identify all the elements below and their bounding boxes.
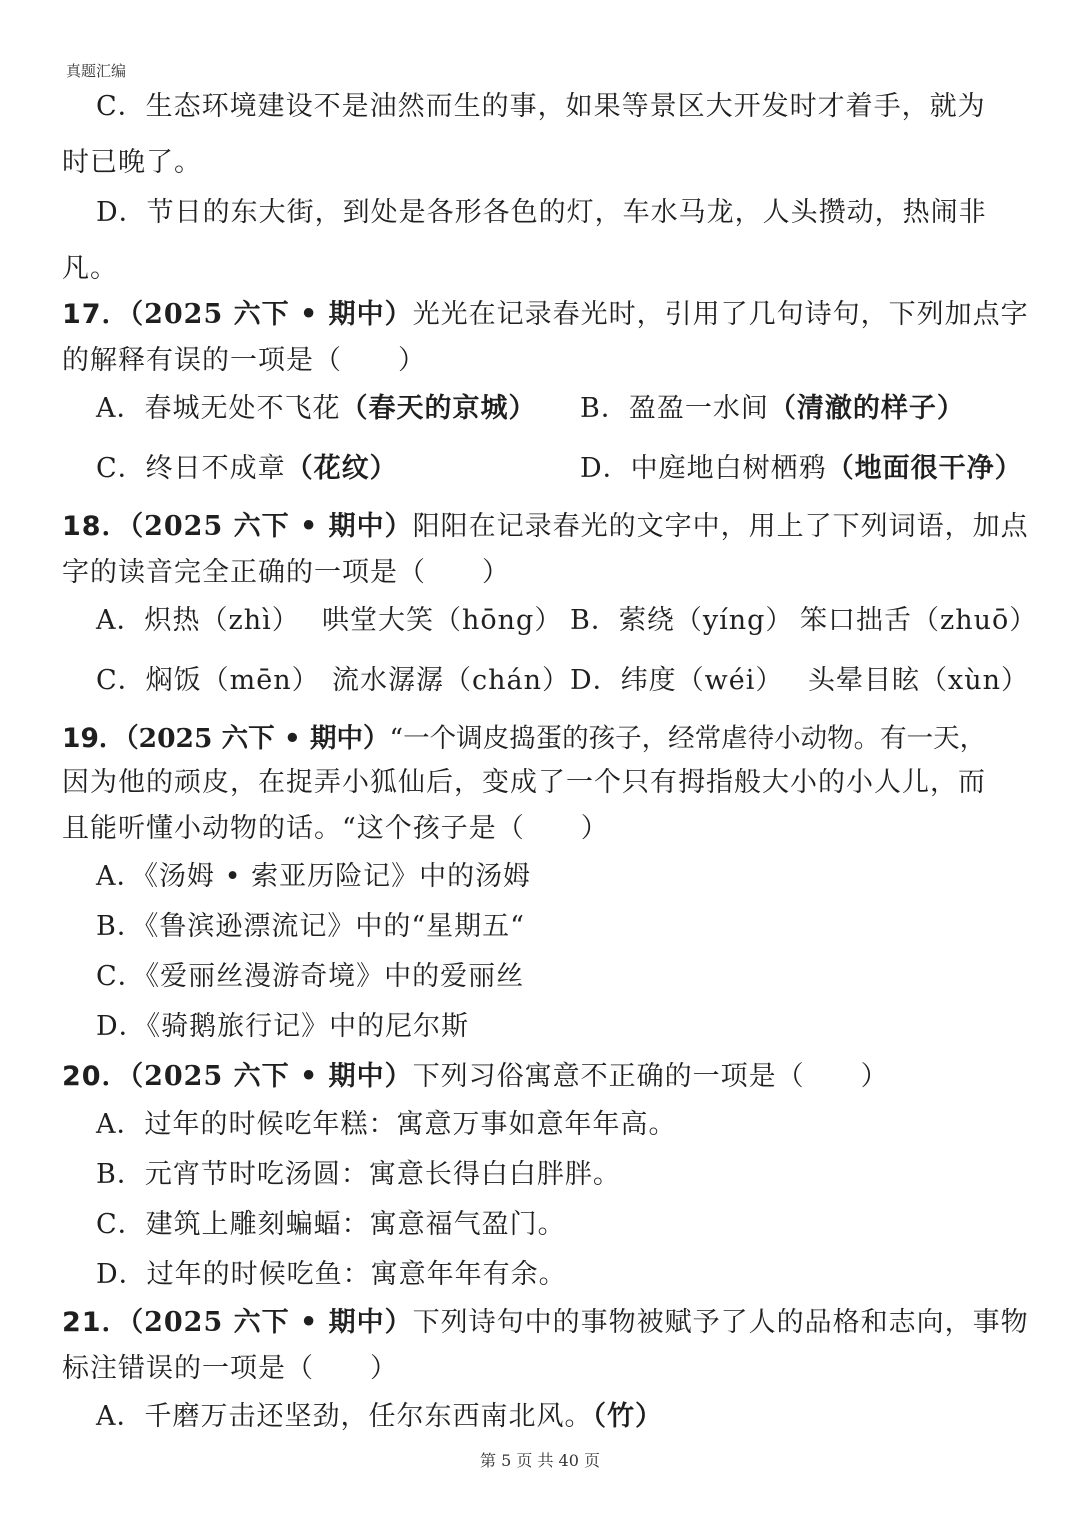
option-label: A．	[96, 393, 145, 424]
page-footer: 第 5 页 共 40 页	[480, 1451, 600, 1470]
source-tag: （2025 六下 • 期中）	[129, 299, 413, 330]
q18-option-a1: A．炽热（zhì）	[96, 605, 300, 636]
q16-option-d-line1: D．节日的东大街，到处是各形各色的灯，车水马龙，人头攒动，热闹非	[96, 197, 987, 228]
q20-option-c: C．建筑上雕刻蝙蝠：寓意福气盈门。	[96, 1209, 566, 1240]
option-label: D．	[580, 453, 631, 484]
option-text: 终日不成章	[145, 453, 286, 484]
option-text: 盈盈一水间	[628, 393, 769, 424]
stem-text: 下列习俗寓意不正确的一项是（ ）	[412, 1061, 889, 1092]
q20-option-d: D．过年的时候吃鱼：寓意年年有余。	[96, 1259, 567, 1290]
q18-option-d1: D．纬度（wéi）	[570, 665, 784, 696]
source-tag: （2025 六下 • 期中）	[129, 1061, 413, 1092]
option-note: （地面很干净）	[826, 453, 1023, 484]
q17-option-d	[580, 452, 1023, 486]
option-label: B．	[580, 393, 629, 424]
q19-stem-line2: 因为他的顽皮，在捉弄小狐仙后，变成了一个只有拇指般大小的小人儿，而	[62, 767, 986, 798]
q19-stem-line3: 且能听懂小动物的话。“这个孩子是（ ）	[62, 813, 609, 844]
question-number: 20．	[62, 1061, 130, 1092]
source-tag: （2025 六下 • 期中）	[125, 723, 390, 754]
q18-option-b2: 笨口拙舌（zhuō）	[800, 605, 1038, 636]
source-tag: （2025 六下 • 期中）	[129, 1307, 413, 1338]
option-text: 中庭地白树栖鸦	[630, 453, 827, 484]
stem-text: 光光在记录春光时，引用了几句诗句，下列加点字	[412, 299, 1029, 330]
q16-option-c-line2: 时已晚了。	[62, 147, 202, 178]
q17-stem-line1	[62, 298, 1029, 332]
source-tag: （2025 六下 • 期中）	[129, 511, 413, 542]
option-text: 春城无处不飞花	[144, 393, 341, 424]
q18-option-b1: B．萦绕（yíng）	[570, 605, 794, 636]
option-label: C．	[96, 453, 146, 484]
stem-text: 阳阳在记录春光的文字中，用上了下列词语，加点	[412, 511, 1029, 542]
option-text: A．千磨万击还坚劲，任尔东西南北风。	[96, 1401, 593, 1432]
q19-stem-line1	[62, 722, 986, 756]
option-note: （清澈的样子）	[768, 393, 965, 424]
q16-option-d-line2: 凡。	[62, 253, 118, 284]
q18-option-c2: 流水潺潺（chán）	[332, 665, 570, 696]
q21-stem-line1	[62, 1306, 1029, 1340]
question-number: 17．	[62, 299, 130, 330]
q19-option-b: B．《鲁滨逊漂流记》中的“星期五“	[96, 911, 525, 942]
question-number: 18．	[62, 511, 130, 542]
option-note: （花纹）	[285, 453, 398, 484]
q17-option-a	[96, 392, 537, 426]
stem-text: “一个调皮捣蛋的孩子，经常虐待小动物。有一天，	[389, 723, 987, 754]
header-title: 真题汇编	[66, 62, 127, 80]
option-note: （春天的京城）	[340, 393, 537, 424]
q18-stem-line2: 字的读音完全正确的一项是（ ）	[62, 557, 510, 588]
option-note: （竹）	[592, 1401, 663, 1432]
q16-option-c-line1: C．生态环境建设不是油然而生的事，如果等景区大开发时才着手，就为	[96, 91, 986, 122]
q20-stem-line1	[62, 1060, 889, 1094]
question-number: 21．	[62, 1307, 130, 1338]
q21-stem-line2: 标注错误的一项是（ ）	[62, 1353, 398, 1384]
q18-option-a2: 哄堂大笑（hōng）	[322, 605, 563, 636]
q19-option-a: A．《汤姆 • 索亚历险记》中的汤姆	[96, 861, 532, 892]
q18-option-c1: C．焖饭（mēn）	[96, 665, 320, 696]
q20-option-a: A．过年的时候吃年糕：寓意万事如意年年高。	[96, 1109, 677, 1140]
q18-option-d2: 头晕目眩（xùn）	[808, 665, 1030, 696]
q21-option-a	[96, 1400, 663, 1434]
q17-option-b	[580, 392, 965, 426]
stem-text: 下列诗句中的事物被赋予了人的品格和志向，事物	[412, 1307, 1029, 1338]
question-number: 19．	[62, 723, 126, 754]
q19-option-d: D．《骑鹅旅行记》中的尼尔斯	[96, 1011, 470, 1042]
q17-stem-line2: 的解释有误的一项是（ ）	[62, 345, 426, 376]
q19-option-c: C．《爱丽丝漫游奇境》中的爱丽丝	[96, 961, 525, 992]
q17-option-c	[96, 452, 398, 486]
q20-option-b: B．元宵节时吃汤圆：寓意长得白白胖胖。	[96, 1159, 621, 1190]
q18-stem-line1	[62, 510, 1029, 544]
